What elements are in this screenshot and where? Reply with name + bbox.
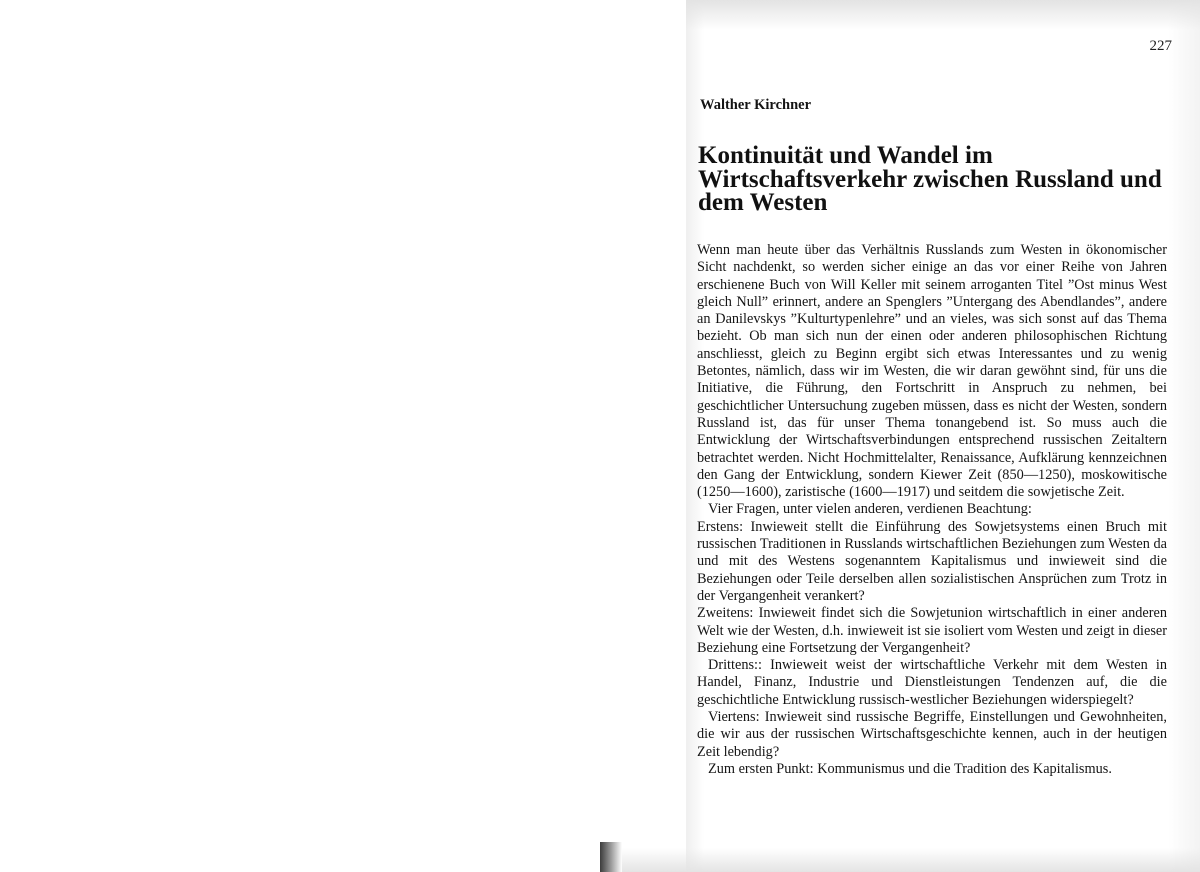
page-number: 227 xyxy=(1149,38,1172,54)
paragraph-first-point: Zum ersten Punkt: Kommunismus und die Tradition des Kapitalismus. xyxy=(708,760,1112,777)
article-body xyxy=(697,242,1167,778)
paragraph-question-1: Erstens: Inwieweit stellt die Einführung des Sowjetsystems einen Bruch mit russischen Traditionen in Russlands wirtschaftlichen Beziehungen zum Westen da und mit des Westens sogenanntem Kapitalismus und inwieweit sind die Beziehungen oder Teile derselben allen sozialistischen Ansprüchen zum Trotz in der Vergangenheit verankert? xyxy=(697,518,1167,604)
article-title: Kontinuität und Wandel im Wirtschaftsverkehr zwischen Russland und dem Westen xyxy=(698,142,1162,216)
article-author: Walther Kirchner xyxy=(700,97,812,113)
binding-gutter-shadow xyxy=(600,842,622,872)
page-bottom-shadow xyxy=(622,848,1200,872)
page-top-shadow xyxy=(686,0,1200,30)
paragraph-four-questions: Vier Fragen, unter vielen anderen, verdienen Beachtung: xyxy=(708,501,1032,518)
paragraph-question-2: Zweitens: Inwieweit findet sich die Sowjetunion wirtschaftlich in einer anderen Welt wie der Westen, d.h. inwieweit ist sie isoliert vom Westen und zeigt in dieser Beziehung eine Fortsetzung der Vergangenheit? xyxy=(697,605,1167,656)
paragraph-intro: Wenn man heute über das Verhältnis Russlands zum Westen in ökonomischer Sicht nachdenkt, so werden sicher einige an das vor einer Reihe von Jahren erschienene Buch von Will Keller mit seinem arroganten Titel ”Ost minus West gleich Null” erinnert, andere an Spenglers ”Untergang des Abendlandes”, andere an Danilevskys ”Kulturtypenlehre” und an vieles, was sich sonst auf das Thema bezieht. Ob man sich nun der einen oder anderen philosophischen Richtung anschliesst, gleich zu Beginn ergibt sich etwas Interessantes und zu wenig Betontes, nämlich, dass wir im Westen, die wir daran gewöhnt sind, für uns die Initiative, die Führung, den Fortschritt in Anspruch zu nehmen, bei geschichtlicher Untersuchung zugeben müssen, dass es nicht der Westen, sondern Russland ist, das für unser Thema tonangebend ist. So muss auch die Entwicklung der Wirtschaftsverbindungen entsprechend russischen Zeitaltern betrachtet werden. Nicht Hochmittelalter, Renaissance, Aufklärung kennzeichnen den Gang der Entwicklung, sondern Kiewer Zeit (850—1250), moskowitische (1250—1600), zaristische (1600—1917) und seitdem die sowjetische Zeit. xyxy=(697,242,1167,501)
paragraph-question-3: Drittens:: Inwieweit weist der wirtschaftliche Verkehr mit dem Westen in Handel, Finanz, Industrie und Dienstleistungen Tendenzen auf, die die geschichtliche Entwicklung russisch-westlicher Beziehungen widerspiegelt? xyxy=(697,657,1167,708)
paragraph-question-4: Viertens: Inwieweit sind russische Begriffe, Einstellungen und Gewohnheiten, die wir aus der russischen Wirtschaftsgeschichte kennen, auch in der heutigen Zeit lebendig? xyxy=(697,709,1167,760)
